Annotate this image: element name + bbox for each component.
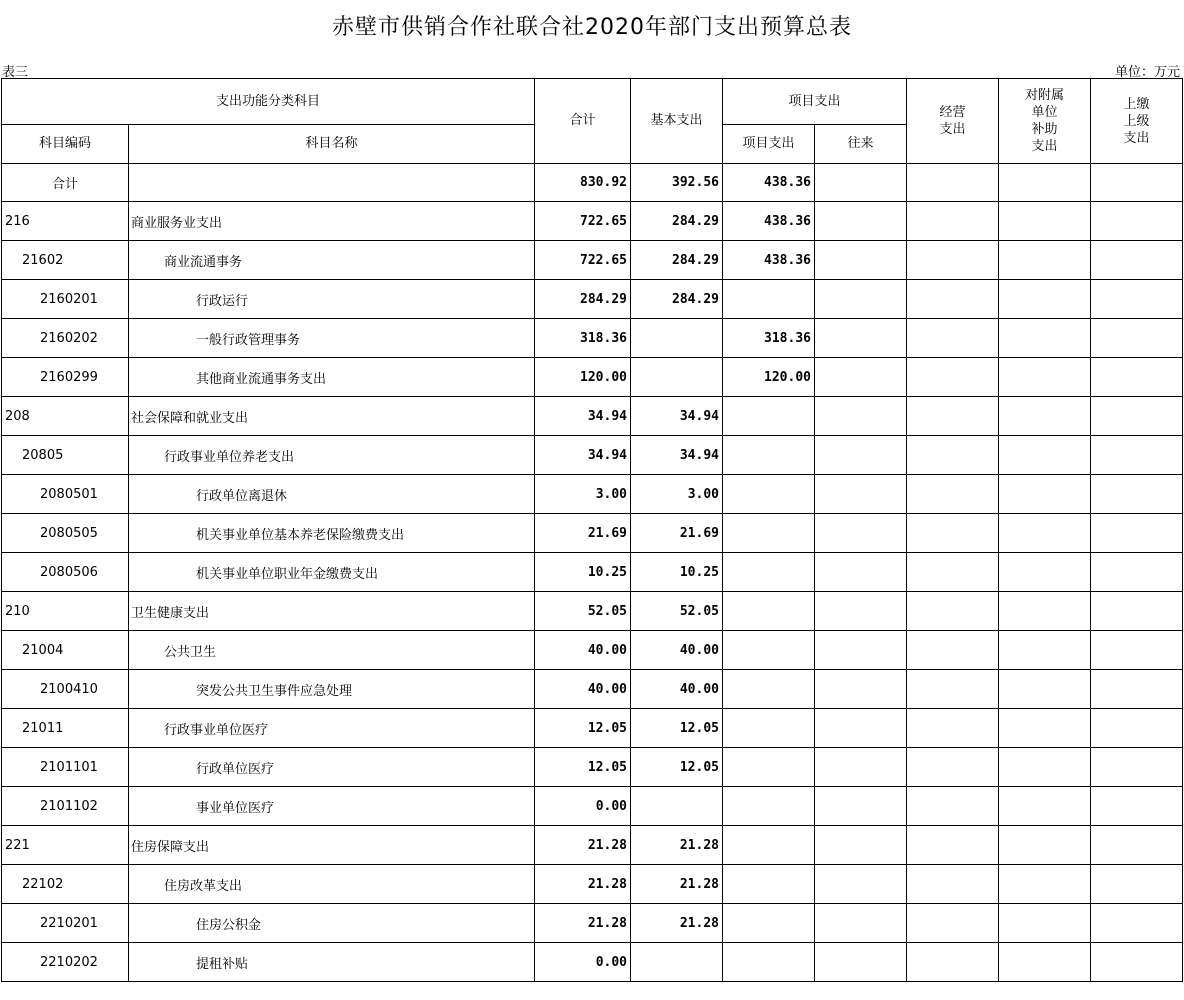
cell-basic: 3.00 <box>631 475 723 514</box>
cell-name: 行政单位医疗 <box>129 748 535 787</box>
cell-project <box>723 826 815 865</box>
cell-operating <box>907 709 999 748</box>
cell-project <box>723 709 815 748</box>
cell-name: 事业单位医疗 <box>129 787 535 826</box>
cell-code: 2210202 <box>2 943 129 982</box>
cell-subsidy <box>999 904 1091 943</box>
cell-basic: 34.94 <box>631 397 723 436</box>
cell-project <box>723 631 815 670</box>
header-func-category: 支出功能分类科目 <box>2 79 535 125</box>
cell-transfer <box>815 631 907 670</box>
cell-total: 12.05 <box>535 709 631 748</box>
cell-operating <box>907 164 999 202</box>
cell-name: 社会保障和就业支出 <box>129 397 535 436</box>
cell-code: 208 <box>2 397 129 436</box>
cell-total: 12.05 <box>535 748 631 787</box>
cell-operating <box>907 436 999 475</box>
cell-basic <box>631 319 723 358</box>
cell-total: 318.36 <box>535 319 631 358</box>
cell-transfer <box>815 241 907 280</box>
cell-transfer <box>815 670 907 709</box>
cell-project: 318.36 <box>723 319 815 358</box>
cell-operating <box>907 631 999 670</box>
header-upper <box>1091 79 1183 164</box>
cell-operating <box>907 475 999 514</box>
cell-code: 221 <box>2 826 129 865</box>
table-row <box>2 436 1183 475</box>
cell-code: 2080501 <box>2 475 129 514</box>
cell-name <box>129 164 535 202</box>
cell-operating <box>907 787 999 826</box>
table-row <box>2 943 1183 982</box>
cell-upper <box>1091 943 1183 982</box>
cell-subsidy <box>999 631 1091 670</box>
cell-upper <box>1091 709 1183 748</box>
cell-total: 21.69 <box>535 514 631 553</box>
cell-total: 21.28 <box>535 865 631 904</box>
cell-subsidy <box>999 865 1091 904</box>
cell-code: 2100410 <box>2 670 129 709</box>
cell-transfer <box>815 436 907 475</box>
cell-total: 722.65 <box>535 241 631 280</box>
cell-basic: 34.94 <box>631 436 723 475</box>
budget-table <box>1 78 1183 982</box>
cell-upper <box>1091 865 1183 904</box>
cell-subsidy <box>999 319 1091 358</box>
cell-basic <box>631 358 723 397</box>
cell-name: 商业流通事务 <box>129 241 535 280</box>
header-project: 项目支出 <box>723 125 815 164</box>
cell-transfer <box>815 280 907 319</box>
cell-total: 21.28 <box>535 826 631 865</box>
table-header <box>2 79 1183 164</box>
cell-transfer <box>815 826 907 865</box>
table-row <box>2 904 1183 943</box>
cell-total: 40.00 <box>535 670 631 709</box>
cell-transfer <box>815 514 907 553</box>
header-basic: 基本支出 <box>631 79 723 164</box>
unit-label: 单位：万元 <box>1114 65 1180 80</box>
cell-total: 21.28 <box>535 904 631 943</box>
table-row <box>2 787 1183 826</box>
cell-code: 2101101 <box>2 748 129 787</box>
cell-operating <box>907 865 999 904</box>
cell-basic: 40.00 <box>631 670 723 709</box>
cell-upper <box>1091 164 1183 202</box>
cell-subsidy <box>999 475 1091 514</box>
cell-name: 行政事业单位医疗 <box>129 709 535 748</box>
cell-upper <box>1091 748 1183 787</box>
cell-upper <box>1091 553 1183 592</box>
cell-operating <box>907 397 999 436</box>
cell-name: 卫生健康支出 <box>129 592 535 631</box>
header-transfer: 往来 <box>815 125 907 164</box>
cell-subsidy <box>999 397 1091 436</box>
cell-code: 合计 <box>2 164 129 202</box>
cell-subsidy <box>999 241 1091 280</box>
cell-name: 提租补贴 <box>129 943 535 982</box>
cell-project <box>723 904 815 943</box>
page-title: 赤壁市供销合作社联合社2020年部门支出预算总表 <box>332 15 852 40</box>
cell-code: 21011 <box>2 709 129 748</box>
cell-basic <box>631 787 723 826</box>
cell-operating <box>907 670 999 709</box>
cell-transfer <box>815 709 907 748</box>
cell-name: 住房保障支出 <box>129 826 535 865</box>
table-row <box>2 475 1183 514</box>
cell-basic: 21.28 <box>631 904 723 943</box>
table-row <box>2 202 1183 241</box>
cell-subsidy <box>999 436 1091 475</box>
table-row <box>2 358 1183 397</box>
cell-total: 120.00 <box>535 358 631 397</box>
cell-subsidy <box>999 826 1091 865</box>
cell-basic: 21.28 <box>631 826 723 865</box>
cell-total: 34.94 <box>535 436 631 475</box>
table-number: 表三 <box>2 65 29 80</box>
cell-operating <box>907 553 999 592</box>
cell-operating <box>907 826 999 865</box>
header-name: 科目名称 <box>129 125 535 164</box>
cell-operating <box>907 748 999 787</box>
cell-operating <box>907 358 999 397</box>
cell-basic: 284.29 <box>631 202 723 241</box>
cell-upper <box>1091 319 1183 358</box>
cell-total: 40.00 <box>535 631 631 670</box>
cell-name: 行政单位离退休 <box>129 475 535 514</box>
cell-project <box>723 865 815 904</box>
cell-upper <box>1091 436 1183 475</box>
cell-project <box>723 475 815 514</box>
table-row <box>2 397 1183 436</box>
cell-upper <box>1091 358 1183 397</box>
cell-name: 行政事业单位养老支出 <box>129 436 535 475</box>
cell-operating <box>907 904 999 943</box>
cell-subsidy <box>999 358 1091 397</box>
header-code: 科目编码 <box>2 125 129 164</box>
cell-code: 2080506 <box>2 553 129 592</box>
cell-upper <box>1091 826 1183 865</box>
cell-upper <box>1091 514 1183 553</box>
cell-code: 2160299 <box>2 358 129 397</box>
cell-transfer <box>815 397 907 436</box>
cell-total: 0.00 <box>535 787 631 826</box>
cell-upper <box>1091 787 1183 826</box>
cell-subsidy <box>999 592 1091 631</box>
cell-upper <box>1091 241 1183 280</box>
cell-transfer <box>815 475 907 514</box>
cell-subsidy <box>999 202 1091 241</box>
cell-transfer <box>815 865 907 904</box>
table-body <box>2 164 1183 982</box>
cell-operating <box>907 241 999 280</box>
cell-basic: 12.05 <box>631 748 723 787</box>
cell-name: 公共卫生 <box>129 631 535 670</box>
cell-code: 2160202 <box>2 319 129 358</box>
header-project-group: 项目支出 <box>723 79 907 125</box>
cell-transfer <box>815 904 907 943</box>
cell-project: 120.00 <box>723 358 815 397</box>
cell-transfer <box>815 553 907 592</box>
cell-operating <box>907 514 999 553</box>
cell-project <box>723 397 815 436</box>
cell-total: 52.05 <box>535 592 631 631</box>
cell-code: 2080505 <box>2 514 129 553</box>
cell-transfer <box>815 164 907 202</box>
cell-upper <box>1091 631 1183 670</box>
cell-name: 行政运行 <box>129 280 535 319</box>
cell-transfer <box>815 202 907 241</box>
cell-name: 住房改革支出 <box>129 865 535 904</box>
cell-name: 机关事业单位职业年金缴费支出 <box>129 553 535 592</box>
cell-transfer <box>815 748 907 787</box>
cell-code: 2101102 <box>2 787 129 826</box>
cell-code: 21602 <box>2 241 129 280</box>
cell-upper <box>1091 280 1183 319</box>
cell-basic: 10.25 <box>631 553 723 592</box>
cell-project <box>723 592 815 631</box>
cell-operating <box>907 202 999 241</box>
table-row <box>2 826 1183 865</box>
table-row <box>2 241 1183 280</box>
cell-basic: 12.05 <box>631 709 723 748</box>
cell-transfer <box>815 787 907 826</box>
table-row <box>2 280 1183 319</box>
total-row <box>2 164 1183 202</box>
cell-project <box>723 670 815 709</box>
cell-operating <box>907 280 999 319</box>
table-row <box>2 553 1183 592</box>
cell-transfer <box>815 358 907 397</box>
header-total: 合计 <box>535 79 631 164</box>
cell-total: 830.92 <box>535 164 631 202</box>
cell-project <box>723 436 815 475</box>
cell-basic: 21.69 <box>631 514 723 553</box>
cell-upper <box>1091 670 1183 709</box>
cell-upper <box>1091 397 1183 436</box>
cell-name: 住房公积金 <box>129 904 535 943</box>
cell-subsidy <box>999 748 1091 787</box>
cell-upper <box>1091 592 1183 631</box>
cell-code: 2160201 <box>2 280 129 319</box>
cell-project <box>723 748 815 787</box>
table-row <box>2 865 1183 904</box>
header-subsidy-text: 对附属 单位 补助 支出 <box>1024 88 1064 154</box>
cell-basic: 392.56 <box>631 164 723 202</box>
cell-subsidy <box>999 553 1091 592</box>
table-row <box>2 514 1183 553</box>
cell-project: 438.36 <box>723 241 815 280</box>
cell-name: 其他商业流通事务支出 <box>129 358 535 397</box>
header-operating <box>907 79 999 164</box>
cell-transfer <box>815 943 907 982</box>
cell-name: 机关事业单位基本养老保险缴费支出 <box>129 514 535 553</box>
table-row <box>2 631 1183 670</box>
table-row <box>2 319 1183 358</box>
cell-code: 2210201 <box>2 904 129 943</box>
cell-code: 216 <box>2 202 129 241</box>
cell-project <box>723 514 815 553</box>
cell-basic: 40.00 <box>631 631 723 670</box>
table-row <box>2 748 1183 787</box>
cell-code: 20805 <box>2 436 129 475</box>
table-row <box>2 709 1183 748</box>
cell-name: 一般行政管理事务 <box>129 319 535 358</box>
cell-subsidy <box>999 164 1091 202</box>
cell-upper <box>1091 475 1183 514</box>
cell-project <box>723 943 815 982</box>
cell-subsidy <box>999 943 1091 982</box>
cell-transfer <box>815 592 907 631</box>
cell-operating <box>907 319 999 358</box>
cell-basic: 284.29 <box>631 280 723 319</box>
cell-subsidy <box>999 670 1091 709</box>
cell-basic <box>631 943 723 982</box>
cell-name: 突发公共卫生事件应急处理 <box>129 670 535 709</box>
cell-operating <box>907 943 999 982</box>
cell-project: 438.36 <box>723 164 815 202</box>
cell-transfer <box>815 319 907 358</box>
cell-name: 商业服务业支出 <box>129 202 535 241</box>
table-row <box>2 592 1183 631</box>
table-row <box>2 670 1183 709</box>
cell-upper <box>1091 904 1183 943</box>
header-operating-text: 经营 支出 <box>939 105 966 137</box>
cell-total: 0.00 <box>535 943 631 982</box>
cell-basic: 52.05 <box>631 592 723 631</box>
cell-code: 21004 <box>2 631 129 670</box>
cell-project <box>723 280 815 319</box>
header-upper-text: 上缴 上级 支出 <box>1123 96 1150 146</box>
cell-code: 210 <box>2 592 129 631</box>
cell-total: 722.65 <box>535 202 631 241</box>
cell-total: 10.25 <box>535 553 631 592</box>
cell-subsidy <box>999 787 1091 826</box>
cell-total: 34.94 <box>535 397 631 436</box>
cell-subsidy <box>999 514 1091 553</box>
cell-project: 438.36 <box>723 202 815 241</box>
cell-subsidy <box>999 709 1091 748</box>
header-subsidy <box>999 79 1091 164</box>
cell-total: 284.29 <box>535 280 631 319</box>
cell-subsidy <box>999 280 1091 319</box>
cell-code: 22102 <box>2 865 129 904</box>
cell-operating <box>907 592 999 631</box>
cell-upper <box>1091 202 1183 241</box>
cell-total: 3.00 <box>535 475 631 514</box>
cell-basic: 284.29 <box>631 241 723 280</box>
cell-basic: 21.28 <box>631 865 723 904</box>
cell-project <box>723 787 815 826</box>
cell-project <box>723 553 815 592</box>
